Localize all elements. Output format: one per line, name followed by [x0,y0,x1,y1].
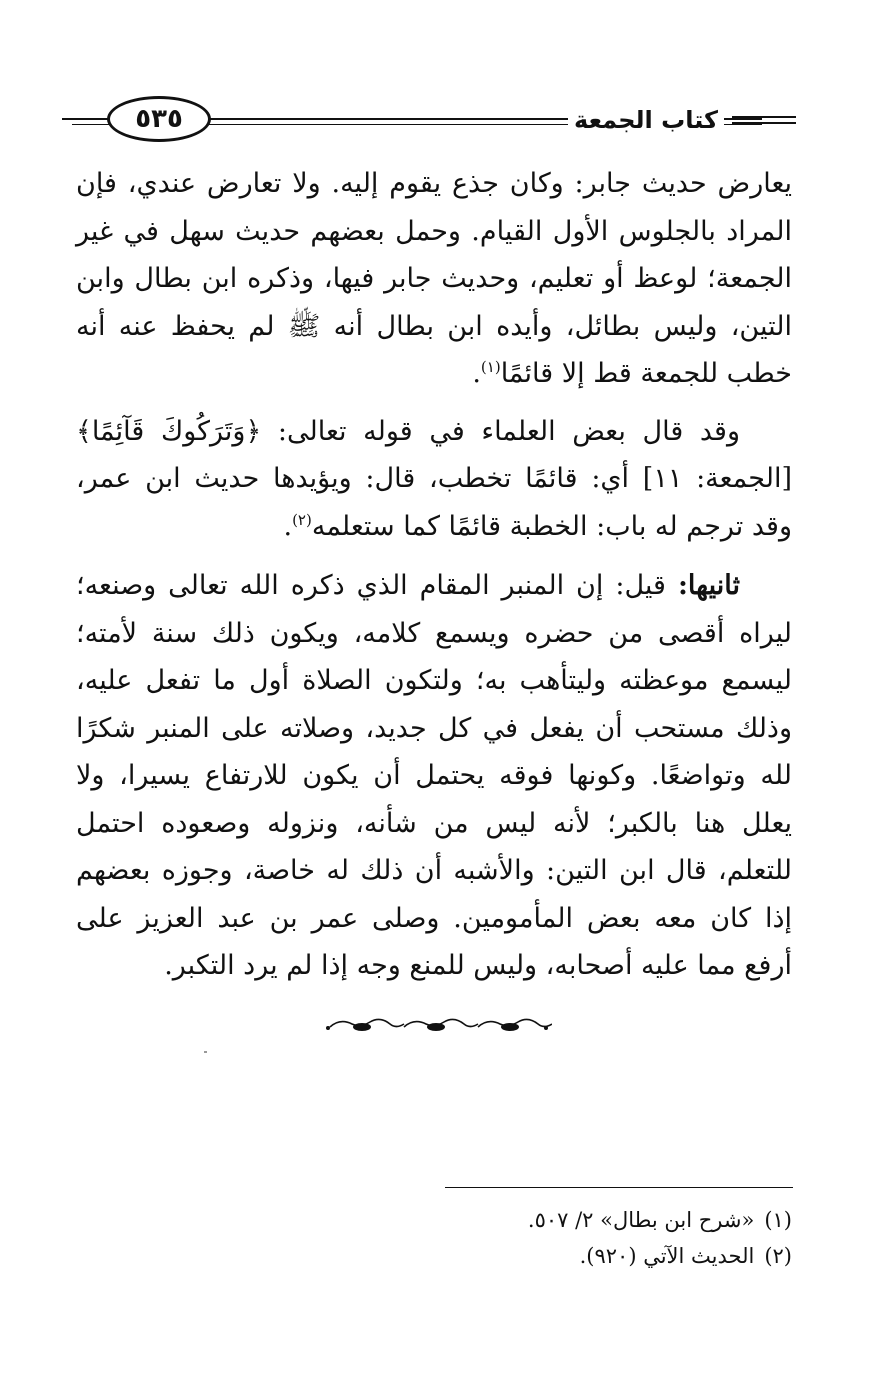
page-number: ٥٣٥ [107,96,211,142]
section-keyword: ثانيها: [677,570,740,601]
ornament-divider [322,1016,552,1038]
footnote-2: (٢)الحديث الآتي (٩٢٠). [579,1244,792,1268]
scan-speck [204,1051,207,1053]
paragraph-1: يعارض حديث جابر: وكان جذع يقوم إليه. ولا تعارض عندي، فإن المراد بالجلوس الأول القيام. وحمل بعضهم حديث سهل في غير الجمعة؛ لوعظ أو تعليم، وحديث جابر فيها، وذكره ابن بطال وابن التين، وليس بطائل، وأيده ابن بطال أنه ﷺ لم يحفظ عنه أنه خطب للجمعة قط إلا قائمًا$^{(١)}$. [76,168,792,389]
footnote-1: (١)«شرح ابن بطال» ٢/ ٥٠٧. [527,1208,792,1232]
footnote-ref-1: (١) [480,358,501,376]
page-header [62,92,796,152]
footnotes [432,1202,792,1274]
paragraph-2: وقد قال بعض العلماء في قوله تعالى: ﴿وَتَرَكُوكَ قَآئِمًا﴾ [الجمعة: ١١] أي: قائمًا تخطب، قال: ويؤيدها حديث ابن عمر، وقد ترجم له باب: الخطبة قائمًا كما ستعلمه$^{(٢)}$. [76,415,792,542]
quran-verse: ﴿وَتَرَكُوكَ قَآئِمًا﴾ [76,415,262,447]
footnote-separator [445,1187,793,1188]
main-text [76,160,792,990]
book-title: كتاب الجمعة [568,106,724,134]
paragraph-3: ثانيها: قيل: إن المنبر المقام الذي ذكره الله تعالى وصنعه؛ ليراه أقصى من حضره ويسمع كلامه، ويكون ذلك سنة لأمته؛ ليسمع موعظته وليتأهب به؛ ولتكون الصلاة أول ما تفعل عليه، وذلك مستحب أن يفعل في كل جديد، وصلاته على المنبر شكرًا لله وتواضعًا. وكونها فوقه يحتمل أن يكون للارتفاع يسيرا، ولا يعلل هنا بالكبر؛ لأنه ليس من شأنه، ونزوله وصعوده احتمل للتعلم، قال ابن التين: والأشبه أن ذلك له خاصة، وجوزه بعضهم إذا كان معه بعض المأمومين. وصلى عمر بن عبد العزيز على أرفع مما عليه أصحابه، وليس للمنع وجه إذا لم يرد التكبر. [76,570,792,981]
footnote-ref-2: (٢) [292,510,312,529]
